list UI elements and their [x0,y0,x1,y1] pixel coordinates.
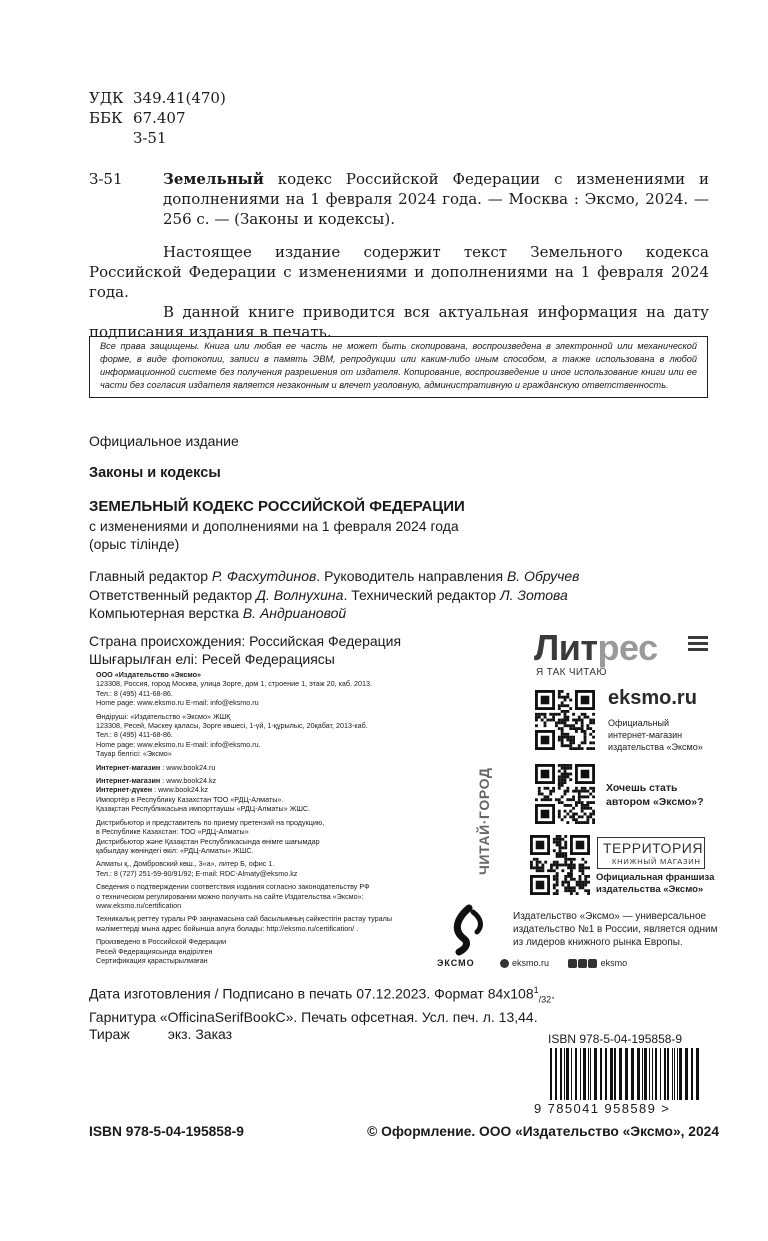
importer: Импортёр в Республику Казахстан ТОО «РДЦ-Алматы». Қазақстан Республикасына импорттаушы «РДЦ-Алматы» ЖШС. [96,794,311,814]
publisher-kz: Өндіруші: «Издательство «Эксмо» ЖШҚ 123308, Ресей, Мәскеу қаласы, Зорге көшесі, 1-үй, 1-құрылыс, 20қабат, 2013-каб. Тел.: 8 (495) 411-68-86. Home page: www.eksmo.ru E-mail: info@eksmo.ru. Тауар белгісі: «Эксмо» [96,711,368,759]
bibliographic-text: Земельный кодекс Российской Федерации с изменениями и дополнениями на 1 февраля 2024 года. — Москва : Эксмо, 2024. — 256 с. — (Законы и кодексы). [163,170,709,228]
vk-icon[interactable] [568,959,577,968]
territory-logo-name: ТЕРРИТОРИЯ [603,840,703,856]
certification-info: Сведения о подтверждении соответствия издания согласно законодательству РФ о техническом регулировании можно получить на сайте Издательства «Эксмо»: www.eksmo.ru/certification [96,882,370,910]
print-line-3: Тираж экз. Заказ [89,1026,233,1043]
publisher-info [96,670,426,969]
almaty-address: Алматы қ., Домбровский көш., 3«а», литер Б, офис 1. Тел.: 8 (727) 251-59-90/91/92; E-mail: RDC-Almaty@eksmo.kz [96,859,298,878]
globe-icon [500,959,509,968]
online-shop-ru: Интернет-магазин : www.book24.ru [96,762,216,772]
chitai-gorod-logo: ЧИТАЙ·ГОРОД [476,767,492,875]
certification-info-kz: Техникалық реттеу туралы РФ заңнамасына сай басылымның сәйкестігін растау туралы мәліметтерді мына адрес бойынша алуға болады: http://eksmo.ru/certification/ . [96,914,393,933]
country-of-origin: Страна происхождения: Российская Федерация Шығарылған елі: Ресей Федерациясы [89,633,402,667]
footer-isbn: ISBN 978-5-04-195858-9 [89,1124,244,1139]
telegram-icon[interactable] [578,959,587,968]
publisher-ru: ООО «Издательство «Эксмо» 123308, Россия, город Москва, улица Зорге, дом 1, строение 1, этаж 20, каб. 2013. Тел.: 8 (495) 411-68-86. Home page: www.eksmo.ru E-mail: info@eksmo.ru [96,670,372,708]
barcode-isbn-label: ISBN 978-5-04-195858-9 [548,1032,683,1046]
qr-code-author [535,764,595,824]
bibliographic-record [89,169,709,229]
series-name: Законы и кодексы [89,465,221,481]
eksmo-about-text: Издательство «Эксмо» — универсальное издательство №1 в России, является одним из лидеров книжного рынка Европы. [513,911,718,948]
litres-bars-icon [688,636,708,652]
eksmo-social-links [500,958,627,968]
eksmo-logo-icon [443,904,495,956]
eksmo-shop-desc: Официальный интернет-магазин издательства «Эксмо» [608,718,703,752]
youtube-icon[interactable] [588,959,597,968]
footer-line [89,1124,719,1139]
footer-copyright: © Оформление. ООО «Издательство «Эксмо», 2024 [367,1124,719,1139]
rights-notice-box [89,336,708,398]
annotation-paragraph: Настоящее издание содержит текст Земельного кодекса Российской Федерации с изменениями и дополнениями на 1 февраля 2024 года. [89,243,709,301]
territory-franchise-desc: Официальная франшиза издательства «Эксмо» [596,872,715,895]
qr-code-eksmo [535,690,595,750]
book-subtitle: с изменениями и дополнениями на 1 февраля 2024 года (орыс тілінде) [89,518,459,552]
author-mark: З-51 [89,170,123,188]
print-line-1: Дата изготовления / Подписано в печать 07.12.2023. Формат $84x108^1_{/32}$. [89,985,556,1005]
qr-code-territory [530,835,590,895]
classif-author-mark: З-51 [133,129,167,147]
made-in: Произведено в Российской Федерации Ресей Федерациясында өндірілген Сертификация қарастырылмаған [96,937,227,965]
eksmo-wordmark: ЭКСМО [437,958,475,968]
litres-logo: Литрес [534,627,658,668]
isbn-barcode [548,1048,708,1104]
eksmo-ru-link[interactable]: eksmo.ru [608,687,697,709]
classif-udk: УДК 349.41(470) [89,89,226,107]
distributor: Дистрибьютор и представитель по приему претензий на продукцию, в Республике Казахстан: ТОО «РДЦ-Алматы» Дистрибьютор және Қазақстан Республикасында өнімге шағымдар қабылдау жөніндегі өкіл: «РДЦ-Алматы» ЖШС. [96,817,325,855]
litres-tagline: Я ТАК ЧИТАЮ [536,667,607,678]
barcode-digits: 9 785041 958589 > [534,1101,671,1116]
online-shop-kz: Интернет-магазин : www.book24.kz [96,776,217,786]
territory-logo-sub: КНИЖНЫЙ МАГАЗИН [612,857,701,866]
classif-bbk: ББК 67.407 [89,109,186,127]
annotation [89,242,709,342]
editorial-staff [89,567,579,623]
staff-line: Ответственный редактор Д. Волнухина. Технический редактор Л. Зотова [89,586,568,603]
print-details [89,982,555,1044]
become-author-cta: Хочешь стать автором «Эксмо»? [606,782,704,808]
staff-line: Главный редактор Р. Фасхутдинов. Руководитель направления В. Обручев [89,568,580,584]
staff-line: Компьютерная верстка В. Андриановой [89,605,347,621]
book-title: ЗЕМЕЛЬНЫЙ КОДЕКС РОССИЙСКОЙ ФЕДЕРАЦИИ [89,498,465,515]
official-edition-label: Официальное издание [89,433,239,449]
rights-text: Все права защищены. Книга или любая ее часть не может быть скопирована, воспроизведена в электронной или механической форме, в виде фотокопии, записи в память ЭВМ, репродукции или каким-либо иным способом, а также использована в любой информационной системе без получения разрешения от издателя. Копирование, воспроизведение и иное использование книги или ее части без согласия издателя является незаконным и влечет уголовную, административную и гражданскую ответственность. [100,341,697,390]
social-handle: eksmo [600,958,628,968]
site-link[interactable]: eksmo.ru [512,958,550,968]
classification-block [89,88,226,148]
annotation-paragraph: В данной книге приводится вся актуальная информация на дату подписания издания в печать. [89,303,709,341]
online-shop-kz-kaz: Интернет-дүкен : www.book24.kz [96,785,209,795]
print-line-2: Гарнитура «OfficinaSerifBookC». Печать офсетная. Усл. печ. л. 13,44. [89,1008,538,1025]
